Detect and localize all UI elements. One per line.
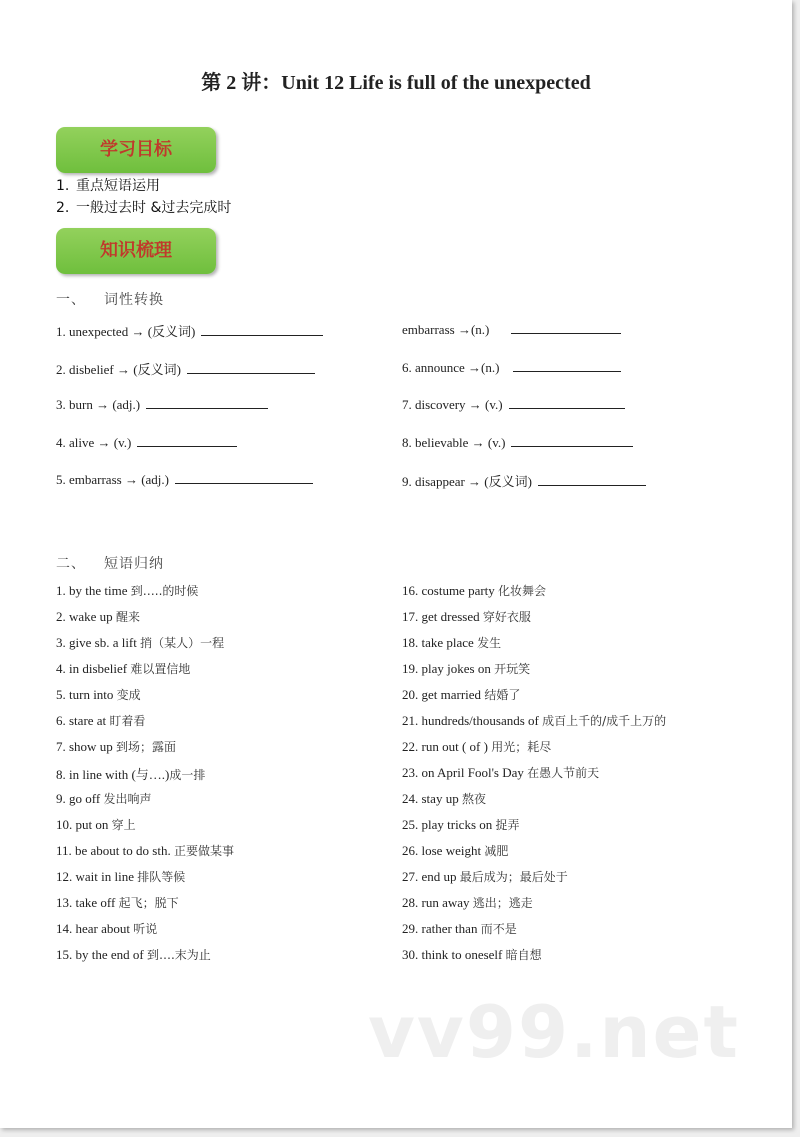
phrase-item: 7. show up 到场；露面 [56, 739, 176, 754]
goal-item: 1. 重点短语运用 [56, 178, 160, 194]
phrase-item: 9. go off 发出响声 [56, 791, 152, 806]
answer-blank[interactable] [175, 471, 313, 484]
phrase-item: 15. by the end of 到….末为止 [56, 947, 211, 962]
answer-blank[interactable] [511, 321, 621, 334]
conversion-item: 4. alive → (v.) [56, 434, 323, 472]
phrase-item: 3. give sb. a lift 捎（某人）一程 [56, 635, 225, 650]
conversion-item: 2. disbelief → (反义词) [56, 359, 323, 397]
section-heading-phrases: 二、 短语归纳 [56, 556, 164, 572]
phrase-item: 8. in line with (与….)成一排 [56, 767, 206, 782]
phrase-item: 14. hear about 听说 [56, 921, 158, 936]
answer-blank[interactable] [511, 434, 633, 447]
answer-blank[interactable] [513, 359, 621, 372]
phrase-item: 26. lose weight 减肥 [402, 843, 509, 858]
section-heading-conversion: 一、 词性转换 [56, 292, 164, 308]
conversion-item: 3. burn → (adj.) [56, 396, 323, 434]
phrase-item: 30. think to oneself 暗自想 [402, 947, 542, 962]
answer-blank[interactable] [201, 323, 323, 336]
conversion-item: 1. unexpected → (反义词) [56, 321, 323, 359]
phrase-item: 10. put on 穿上 [56, 817, 136, 832]
phrase-item: 11. be about to do sth. 正要做某事 [56, 843, 234, 858]
phrase-item: 16. costume party 化妆舞会 [402, 583, 547, 598]
learning-goals-badge: 学习目标 [56, 127, 216, 173]
phrase-item: 22. run out ( of ) 用光；耗尽 [402, 739, 552, 754]
answer-blank[interactable] [509, 396, 625, 409]
phrase-item: 23. on April Fool's Day 在愚人节前天 [402, 765, 600, 780]
phrase-item: 24. stay up 熬夜 [402, 791, 486, 806]
answer-blank[interactable] [538, 473, 646, 486]
phrase-item: 4. in disbelief 难以置信地 [56, 661, 191, 676]
knowledge-review-badge: 知识梳理 [56, 228, 216, 274]
conversion-item: 5. embarrass → (adj.) [56, 471, 323, 509]
phrase-item: 27. end up 最后成为；最后处于 [402, 869, 568, 884]
phrase-item: 6. stare at 盯着看 [56, 713, 146, 728]
phrase-item: 18. take place 发生 [402, 635, 502, 650]
phrase-item: 29. rather than 而不是 [402, 921, 517, 936]
goals-list [56, 175, 231, 219]
conversion-column-right [402, 321, 646, 509]
conversion-item: 6. announce →(n.) [402, 359, 646, 397]
conversion-item: embarrass →(n.) [402, 321, 646, 359]
answer-blank[interactable] [146, 396, 268, 409]
phrase-item: 20. get married 结婚了 [402, 687, 521, 702]
conversion-column-left [56, 321, 323, 509]
conversion-item: 7. discovery → (v.) [402, 396, 646, 434]
page-title: 第 2 讲：Unit 12 Life is full of the unexpected [201, 72, 591, 94]
answer-blank[interactable] [137, 434, 237, 447]
phrase-item: 25. play tricks on 捉弄 [402, 817, 520, 832]
watermark: vv99.net [368, 990, 740, 1074]
phrase-item: 13. take off 起飞；脱下 [56, 895, 179, 910]
conversion-item: 9. disappear → (反义词) [402, 471, 646, 509]
phrase-item: 2. wake up 醒来 [56, 609, 140, 624]
phrase-item: 5. turn into 变成 [56, 687, 141, 702]
conversion-item: 8. believable → (v.) [402, 434, 646, 472]
phrase-item: 1. by the time 到…..的时候 [56, 583, 199, 598]
phrase-item: 12. wait in line 排队等候 [56, 869, 186, 884]
phrase-item: 17. get dressed 穿好衣服 [402, 609, 531, 624]
phrases-column-right [402, 582, 666, 972]
phrase-item: 21. hundreds/thousands of 成百上千的/成千上万的 [402, 713, 667, 728]
phrase-item: 19. play jokes on 开玩笑 [402, 661, 531, 676]
goal-item: 2. 一般过去时 &过去完成时 [56, 200, 232, 216]
phrases-column-left [56, 582, 234, 972]
answer-blank[interactable] [187, 361, 315, 374]
phrase-item: 28. run away 逃出；逃走 [402, 895, 533, 910]
